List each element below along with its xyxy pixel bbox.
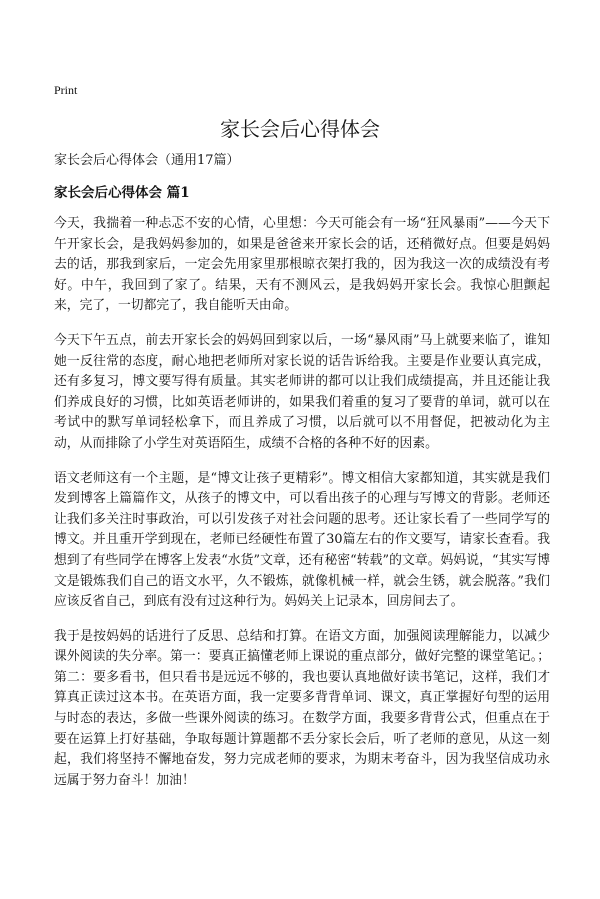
paragraph-3: 语文老师这有一个主题，是“博文让孩子更精彩”。博文相信大家都知道，其实就是我们发到博客上篇篇作文，从孩子的博文中，可以看出孩子的心理与写博文的背影。老师还让我们多关注时事政治，可以引发孩子对社会问题的思考。还让家长看了一些同学写的博文。并且重开学到现在，老师已经硬性布置了30篇左右的作文要写，请家长查看。我想到了有些同学在博客上发表“水货”文章，还有秘密“转载”的文章。妈妈说，“其实写博文是锻炼我们自己的语文水平，久不锻炼，就像机械一样，就会生锈，就会脱落。”我们应该反省自己，到底有没有过这种行为。妈妈关上记录本，回房间去了。 <box>54 470 550 610</box>
paragraph-2: 今天下午五点，前去开家长会的妈妈回到家以后，一场“暴风雨”马上就要来临了，谁知她一反往常的态度，耐心地把老师所对家长说的话告诉给我。主要是作业要认真完成，还有多复习，博文要写得有质量。其实老师讲的都可以让我们成绩提高，并且还能让我们养成良好的习惯，比如英语老师讲的，如果我们着重的复习了要背的单词，就可以在考试中的默写单词轻松拿下，而且养成了习惯，以后就可以不用督促，把被动化为主动，从而排除了小学生对英语陌生，成绩不合格的各种不好的因素。 <box>54 332 550 451</box>
article-body <box>54 214 550 805</box>
paragraph-4: 我于是按妈妈的话进行了反思、总结和打算。在语文方面，加强阅读理解能力，以减少课外阅读的失分率。第一：要真正搞懂老师上课说的重点部分，做好完整的课堂笔记。；第二：要多看书，但只看书是远远不够的，我也要认真地做好读书笔记，这样，我们才算真正读过这本书。在英语方面，我一定要多背背单词、课文，真正掌握好句型的运用与时态的表达，多做一些课外阅读的练习。在数学方面，我要多背背公式，但重点在于要在运算上打好基础，争取每题计算题都不丢分家长会后，听了老师的意见，从这一刻起，我们将坚持不懈地奋发，努力完成老师的要求，为期末考奋斗，因为我坚信成功永远属于努力奋斗！加油！ <box>54 628 550 788</box>
section-heading: 家长会后心得体会 篇1 <box>54 185 190 201</box>
document-subtitle: 家长会后心得体会（通用17篇） <box>54 153 240 168</box>
document-title: 家长会后心得体会 <box>220 117 380 141</box>
print-label: Print <box>54 83 78 97</box>
paragraph-1: 今天，我揣着一种忐忑不安的心情，心里想：今天可能会有一场“狂风暴雨”——今天下午开家长会，是我妈妈参加的，如果是爸爸来开家长会的话，还稍微好点。但要是妈妈去的话，那我到家后，一定会先用家里那根晾衣架打我的，因为我这一次的成绩没有考好。中午，我回到了家了。结果，天有不测风云，是我妈妈开家长会。我惊心胆颤起来，完了，一切都完了，我自能听天由命。 <box>54 216 550 314</box>
